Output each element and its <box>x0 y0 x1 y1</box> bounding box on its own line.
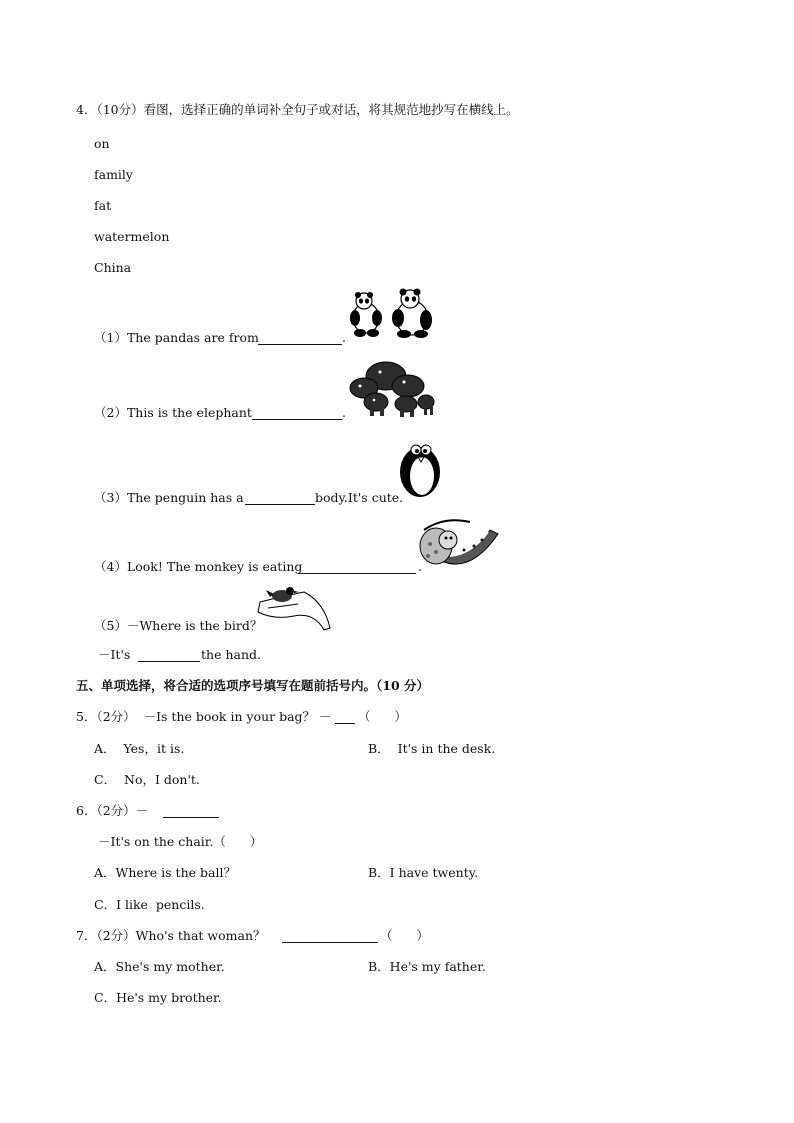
q7-paren: （ ） <box>380 928 429 943</box>
word-bank-item: fat <box>94 198 112 213</box>
q6-option-c[interactable]: C．I like pencils. <box>94 897 205 912</box>
item4-answer-blank[interactable] <box>298 559 416 574</box>
item2-answer-blank[interactable] <box>252 405 342 420</box>
q5-paren: （ ） <box>358 709 407 724</box>
item3-answer-blank[interactable] <box>245 490 315 505</box>
section5-title: 五、单项选择，将合适的选项序号填写在题前括号内。（10 分） <box>76 678 429 693</box>
q5-option-c[interactable]: C． No，I don't. <box>94 772 200 787</box>
item1-label: （1）The pandas are from <box>94 330 259 345</box>
pandas-image <box>346 288 432 340</box>
word-bank-item: watermelon <box>94 229 170 244</box>
q6-option-a[interactable]: A．Where is the ball？ <box>94 865 236 880</box>
q7-answer-blank[interactable] <box>282 928 378 943</box>
item3-label: （3）The penguin has a <box>94 490 244 505</box>
q5-option-b[interactable]: B． It's in the desk. <box>368 741 496 756</box>
item5-label: （5）－Where is the bird？ <box>94 618 263 633</box>
q7-option-c[interactable]: C．He's my brother. <box>94 990 222 1005</box>
q6-line2: －It's on the chair.（ ） <box>98 834 263 849</box>
q7-stem: 7．（2分）Who's that woman？ <box>76 928 266 943</box>
item4-label: （4）Look! The monkey is eating <box>94 559 303 574</box>
elephants-image <box>346 358 436 418</box>
item5-reply-label: －It's <box>98 647 131 662</box>
q6-option-b[interactable]: B．I have twenty. <box>368 865 479 880</box>
q5-answer-blank[interactable] <box>335 709 355 724</box>
q7-option-b[interactable]: B．He's my father. <box>368 959 486 974</box>
monkey-watermelon-image <box>414 516 500 572</box>
item4-after: . <box>418 559 422 574</box>
item2-label: （2）This is the elephant <box>94 405 252 420</box>
item1-answer-blank[interactable] <box>258 330 342 345</box>
item2-after: . <box>342 405 346 420</box>
q6-answer-blank[interactable] <box>163 803 219 818</box>
penguin-image <box>396 438 446 500</box>
word-bank-item: family <box>94 167 133 182</box>
q7-option-a[interactable]: A．She's my mother. <box>94 959 225 974</box>
q5-option-a[interactable]: A． Yes，it is. <box>94 741 185 756</box>
item5-answer-blank[interactable] <box>138 647 200 662</box>
q5-stem: 5．（2分） －Is the book in your bag？ － <box>76 709 332 724</box>
bird-on-hand-image <box>254 582 334 632</box>
word-bank-item: on <box>94 136 110 151</box>
item5-reply-after: the hand. <box>201 647 261 662</box>
word-bank-item: China <box>94 260 132 275</box>
q6-stem: 6．（2分）－ <box>76 803 149 818</box>
item1-after: . <box>342 330 346 345</box>
q4-header: 4．（10分）看图，选择正确的单词补全句子或对话，将其规范地抄写在横线上。 <box>76 102 519 117</box>
item3-after: body.It's cute. <box>315 490 404 505</box>
